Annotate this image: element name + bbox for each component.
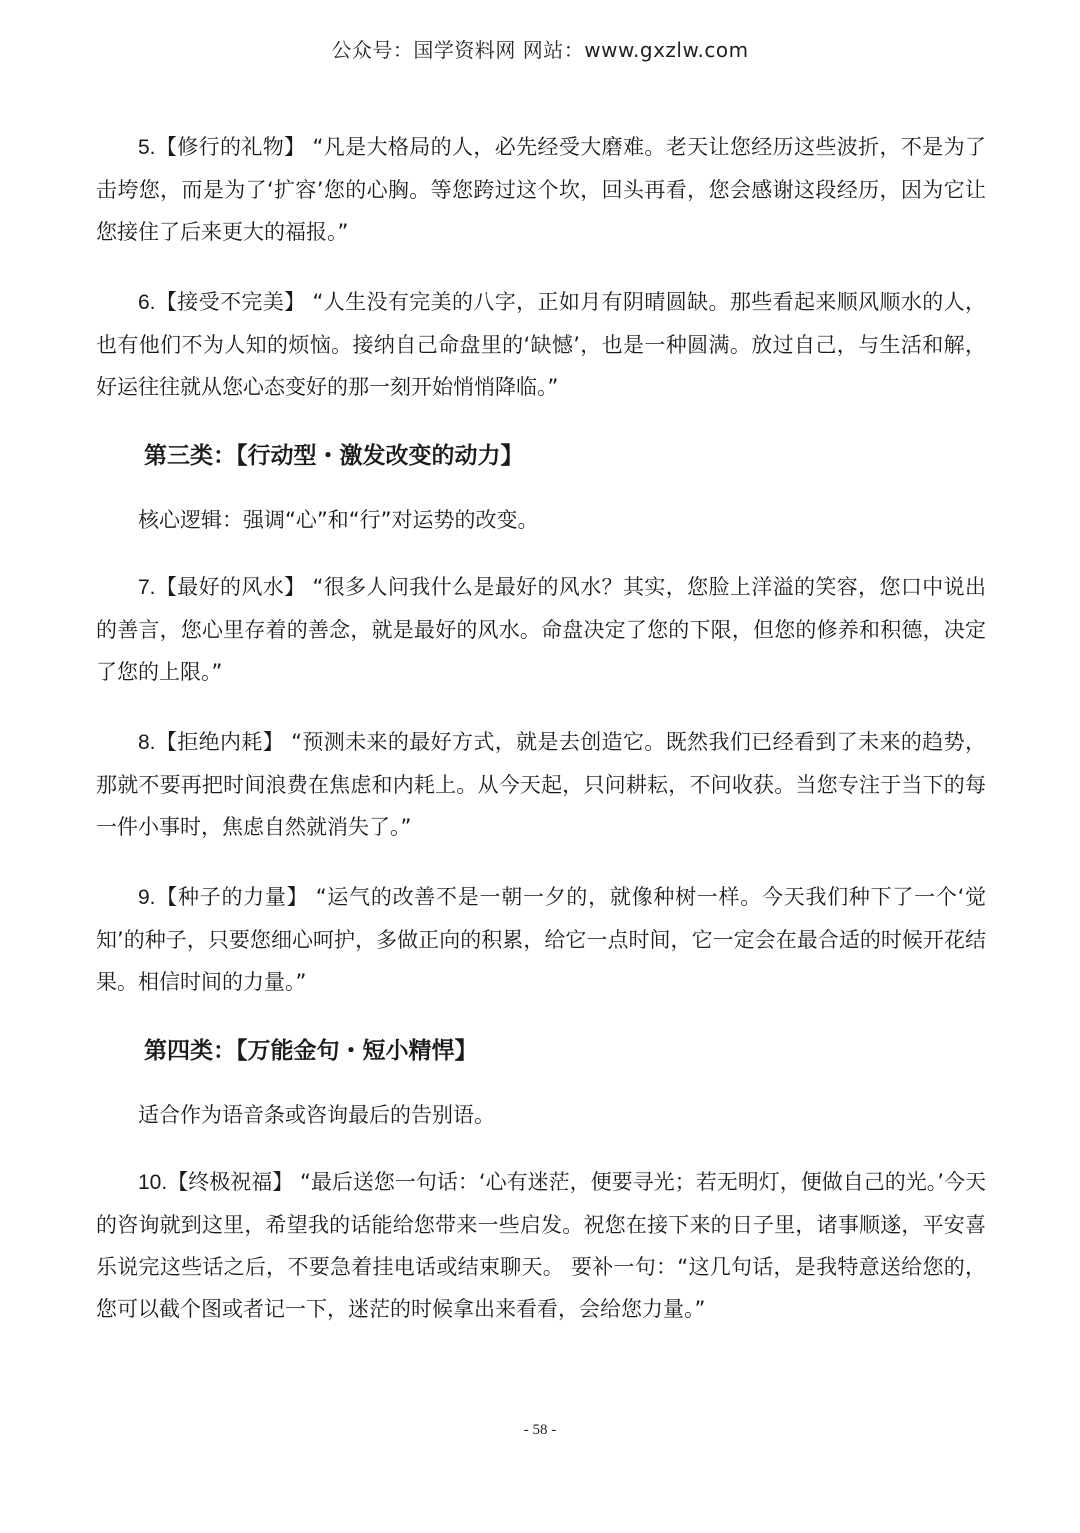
quote-item-6 (96, 281, 986, 408)
item-number: 5. (138, 136, 156, 159)
quote-item-7 (96, 566, 986, 693)
item-text: 【最好的风水】 “很多人问我什么是最好的风水？其实，您脸上洋溢的笑容，您口中说出的善言，您心里存着的善念，就是最好的风水。命盘决定了您的下限，但您的修养和积德，决定了您的上限。” (96, 575, 986, 684)
item-number: 10. (138, 1171, 168, 1194)
item-text: 【修行的礼物】 “凡是大格局的人，必先经受大磨难。老天让您经历这些波折，不是为了击垮您，而是为了‘扩容’您的心胸。等您跨过这个坎，回头再看，您会感谢这段经历，因为它让您接住了后来更大的福报。” (96, 135, 986, 244)
section-note-3: 核心逻辑：强调“心”和“行”对运势的改变。 (138, 508, 539, 532)
item-text: 【拒绝内耗】 “预测未来的最好方式，就是去创造它。既然我们已经看到了未来的趋势，那就不要再把时间浪费在焦虑和内耗上。从今天起，只问耕耘，不问收获。当您专注于当下的每一件小事时，焦虑自然就消失了。” (96, 730, 986, 839)
item-number: 8. (138, 731, 156, 754)
section-heading-3: 第三类：【行动型・激发改变的动力】 (144, 443, 524, 469)
section-heading-4: 第四类：【万能金句・短小精悍】 (144, 1038, 478, 1064)
item-number: 9. (138, 886, 156, 909)
page-number: - 58 - (523, 1422, 557, 1438)
item-text: 【种子的力量】 “运气的改善不是一朝一夕的，就像种树一样。今天我们种下了一个‘觉知’的种子，只要您细心呵护，多做正向的积累，给它一点时间，它一定会在最合适的时候开花结果。相信时间的力量。” (96, 885, 986, 994)
item-number: 6. (138, 291, 156, 314)
quote-item-9 (96, 876, 986, 1003)
item-text: 【终极祝福】 “最后送您一句话：‘心有迷茫，便要寻光；若无明灯，便做自己的光。’今天的咨询就到这里，希望我的话能给您带来一些启发。祝您在接下来的日子里，诸事顺遂，平安喜乐说完这些话之后，不要急着挂电话或结束聊天。 要补一句：“这几句话，是我特意送给您的，您可以截个图或者记一下，迷茫的时候拿出来看看，会给您力量。” (96, 1170, 986, 1321)
section-note-4: 适合作为语音条或咨询最后的告别语。 (138, 1103, 495, 1127)
quote-item-5 (96, 126, 986, 253)
document-body (96, 126, 986, 1358)
item-text: 【接受不完美】 “人生没有完美的八字，正如月有阴晴圆缺。那些看起来顺风顺水的人，也有他们不为人知的烦恼。接纳自己命盘里的‘缺憾’，也是一种圆满。放过自己，与生活和解，好运往往就从您心态变好的那一刻开始悄悄降临。” (96, 290, 986, 399)
quote-item-10 (96, 1161, 986, 1330)
page-header: 公众号：国学资料网 网站：www.gxzlw.com (331, 38, 749, 62)
quote-item-8 (96, 721, 986, 848)
item-number: 7. (138, 576, 156, 599)
